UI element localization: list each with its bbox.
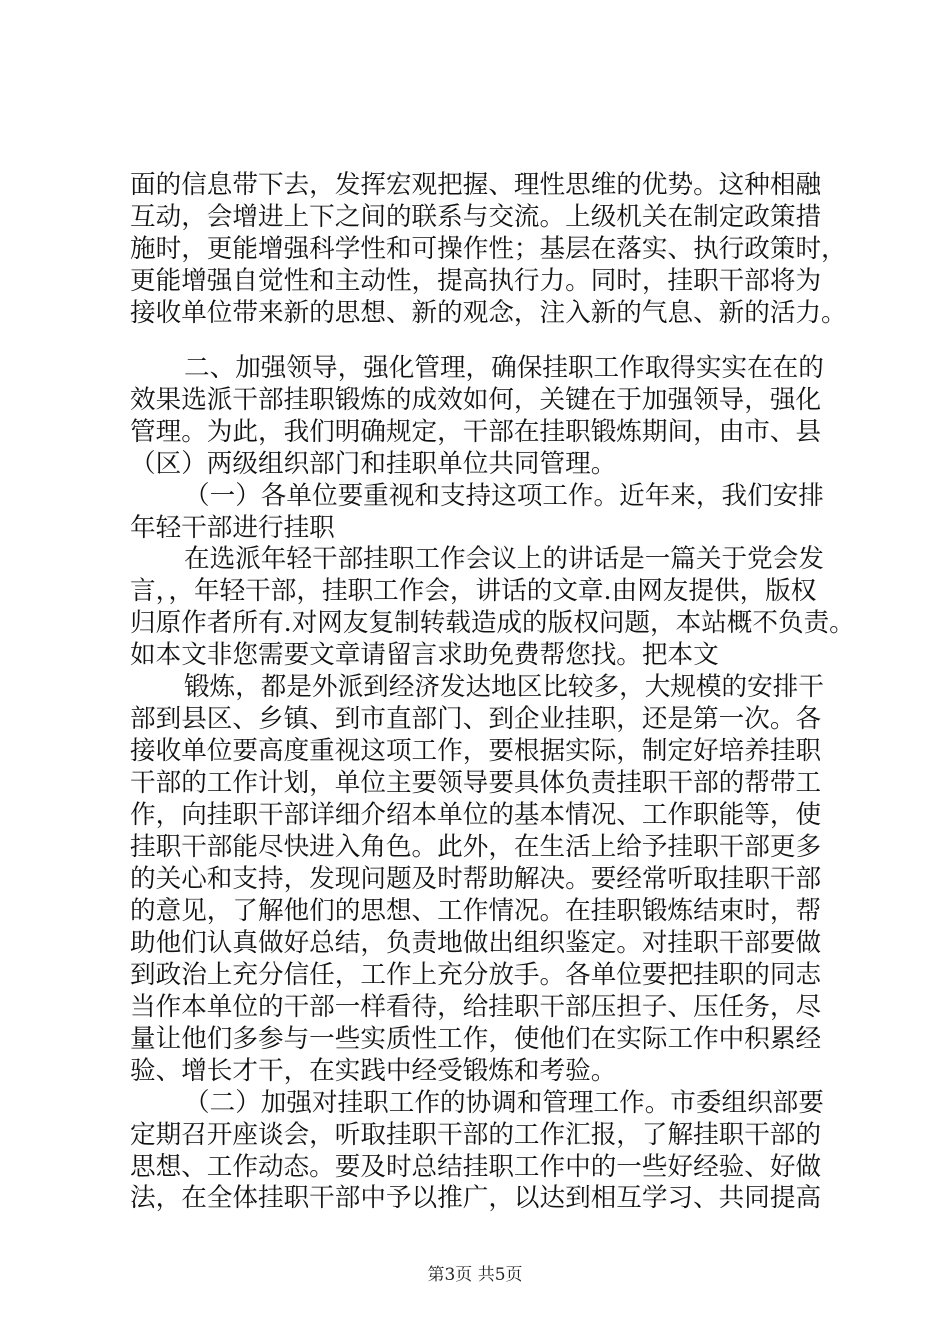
body-text-line: 更能增强自觉性和主动性，提高执行力。同时，挂职干部将为 — [130, 265, 822, 296]
body-text-line: 思想、工作动态。要及时总结挂职工作中的一些好经验、好做 — [130, 1151, 822, 1182]
body-text-line: 作，向挂职干部详细介绍本单位的基本情况、工作职能等，使 — [130, 800, 822, 831]
paragraph-first-line: 二、加强领导，强化管理，确保挂职工作取得实实在在的 — [184, 352, 824, 383]
body-text-line: 效果选派干部挂职锻炼的成效如何，关键在于加强领导，强化 — [130, 384, 822, 415]
body-text-line: 法，在全体挂职干部中予以推广，以达到相互学习、共同提高 — [130, 1183, 822, 1214]
body-text-line: 年轻干部进行挂职 — [130, 512, 335, 543]
body-text-line: 挂职干部能尽快进入角色。此外，在生活上给予挂职干部更多 — [130, 832, 822, 862]
page-number-footer: 第3页 共5页 — [427, 1265, 523, 1285]
body-text-line: 归原作者所有.对网友复制转载造成的版权问题，本站概不负责。 — [130, 608, 855, 639]
body-text-line: 定期召开座谈会，听取挂职干部的工作汇报，了解挂职干部的 — [130, 1119, 822, 1150]
body-text-line: 的关心和支持，发现问题及时帮助解决。要经常听取挂职干部 — [130, 863, 822, 894]
body-text-line: （区）两级组织部门和挂职单位共同管理。 — [130, 448, 617, 479]
paragraph-first-line: （二）加强对挂职工作的协调和管理工作。市委组织部要 — [184, 1087, 824, 1118]
body-text-line: 接收单位要高度重视这项工作，要根据实际，制定好培养挂职 — [130, 736, 822, 767]
paragraph-first-line: 在选派年轻干部挂职工作会议上的讲话是一篇关于党会发 — [184, 544, 824, 575]
body-text-line: 助他们认真做好总结，负责地做出组织鉴定。对挂职干部要做 — [130, 927, 822, 958]
body-text-line: 如本文非您需要文章请留言求助免费帮您找。把本文 — [130, 640, 719, 671]
body-text-line: 言，，年轻干部，挂职工作会，讲话的文章.由网友提供，版权 — [130, 576, 817, 607]
body-text-line: 干部的工作计划，单位主要领导要具体负责挂职干部的帮带工 — [130, 768, 822, 799]
body-text-line: 管理。为此，我们明确规定，干部在挂职锻炼期间，由市、县 — [130, 416, 822, 447]
body-text-line: 施时，更能增强科学性和可操作性；基层在落实、执行政策时， — [130, 233, 847, 264]
body-text-line: 部到县区、乡镇、到市直部门、到企业挂职，还是第一次。各 — [130, 704, 822, 735]
body-text-line: 互动，会增进上下之间的联系与交流。上级机关在制定政策措 — [130, 201, 822, 232]
body-text-line: 面的信息带下去，发挥宏观把握、理性思维的优势。这种相融 — [130, 170, 822, 200]
body-text-line: 量让他们多参与一些实质性工作，使他们在实际工作中积累经 — [130, 1023, 822, 1054]
paragraph-first-line: 锻炼，都是外派到经济发达地区比较多，大规模的安排干 — [184, 672, 824, 703]
body-text-line: 到政治上充分信任，工作上充分放手。各单位要把挂职的同志 — [130, 959, 822, 990]
body-text-line: 接收单位带来新的思想、新的观念，注入新的气息、新的活力。 — [130, 297, 847, 328]
body-text-line: 当作本单位的干部一样看待，给挂职干部压担子、压任务，尽 — [130, 991, 822, 1022]
body-text-line: 验、增长才干，在实践中经受锻炼和考验。 — [130, 1055, 617, 1086]
paragraph-first-line: （一）各单位要重视和支持这项工作。近年来，我们安排 — [184, 480, 824, 511]
body-text-line: 的意见，了解他们的思想、工作情况。在挂职锻炼结束时，帮 — [130, 895, 822, 926]
